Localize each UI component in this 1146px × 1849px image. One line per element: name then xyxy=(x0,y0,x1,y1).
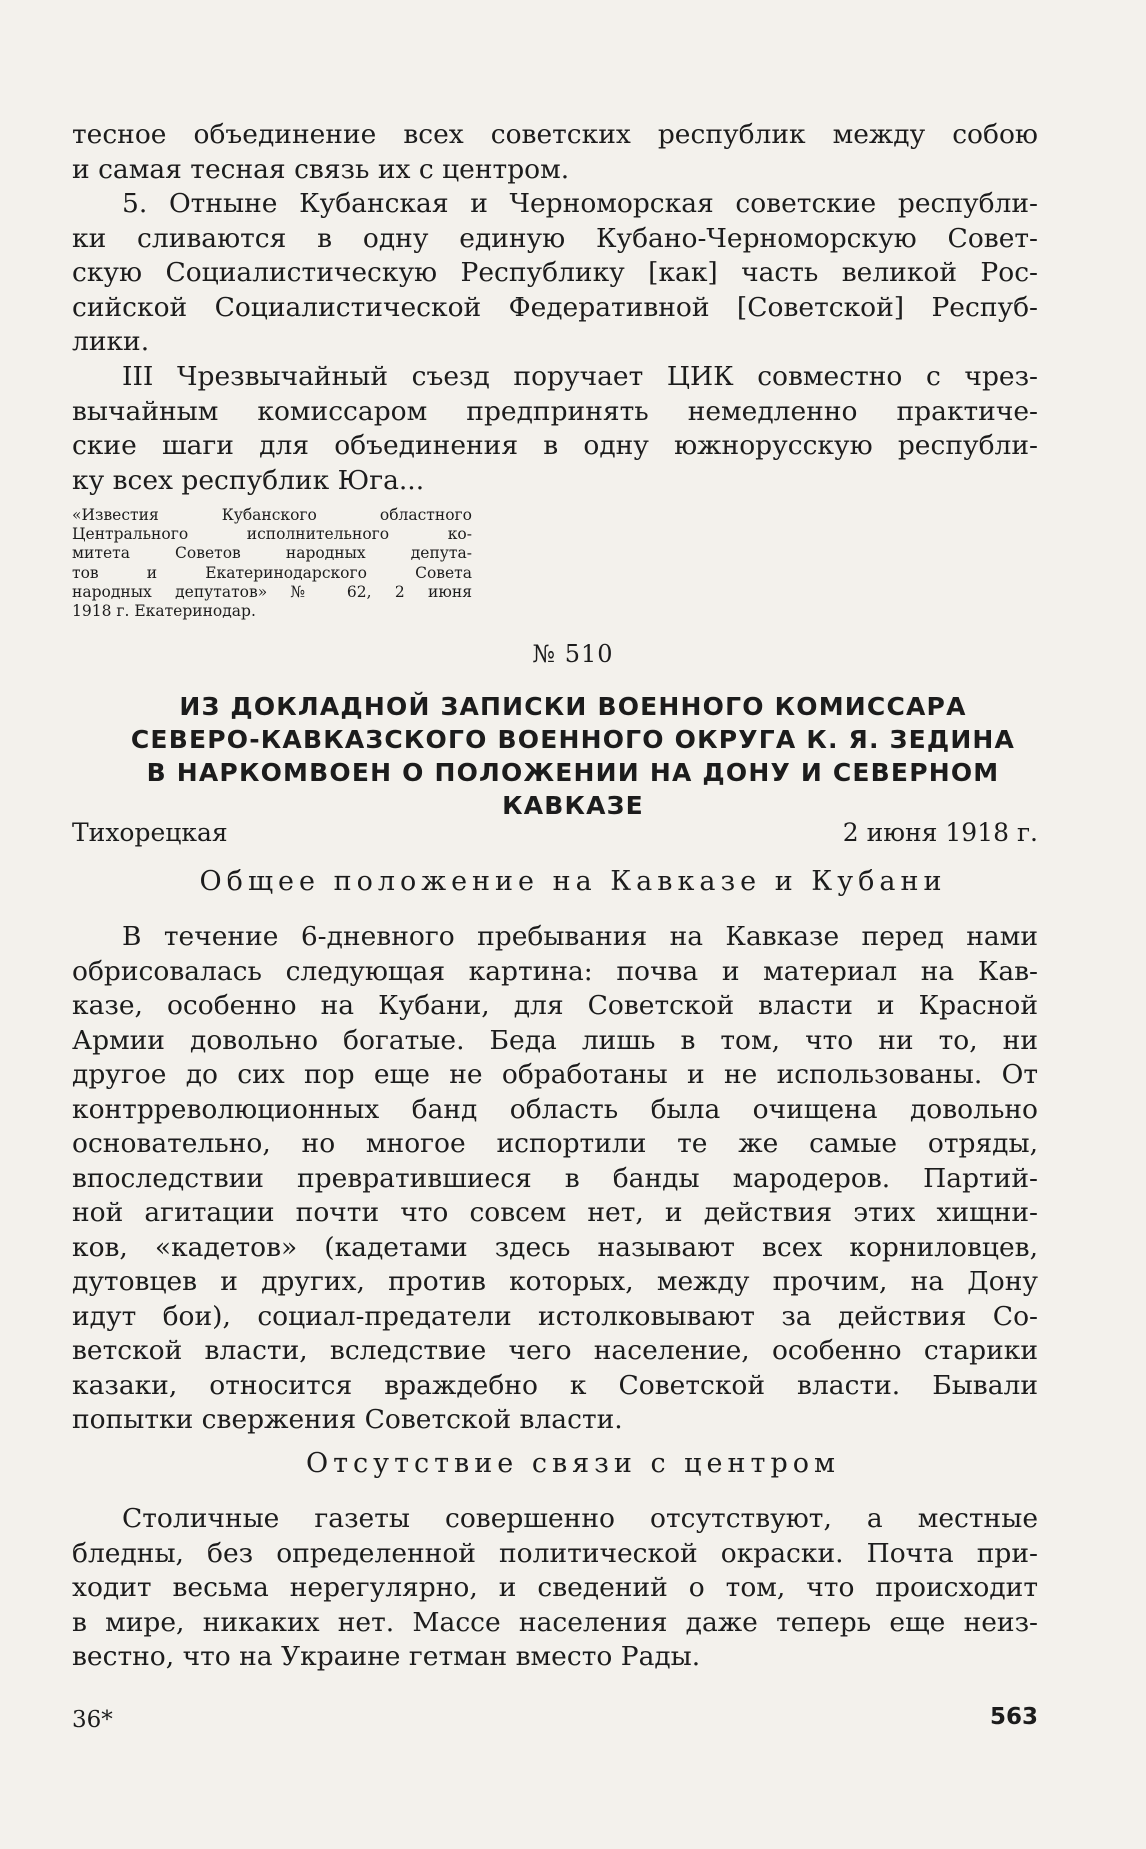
citation-line: митета Советов народных депута- xyxy=(72,544,472,563)
document-date: 2 июня 1918 г. xyxy=(842,818,1038,847)
text-line: 5. Отныне Кубанская и Черноморская советские республи- xyxy=(122,188,1038,219)
text-line: основательно, но многое испортили те же самые отряды, xyxy=(72,1128,1038,1159)
text-line: ной агитации почти что совсем нет, и действия этих хищни- xyxy=(72,1197,1038,1228)
text-line: ские шаги для объединения в одну южнорусскую республи- xyxy=(72,430,1038,461)
text-line: ку всех республик Юга... xyxy=(72,464,425,496)
text-line: сийской Социалистической Федеративной [Советской] Респуб- xyxy=(72,291,1038,323)
text-line: идут бои), социал-предатели истолковывают за действия Со- xyxy=(72,1300,1038,1332)
section-heading-general-situation: Общее положение на Кавказе и Кубани xyxy=(199,866,947,897)
title-line: ИЗ ДОКЛАДНОЙ ЗАПИСКИ ВОЕННОГО КОМИССАРА xyxy=(179,692,967,721)
continuation-paragraph xyxy=(72,118,1038,187)
text-line: В течение 6-дневного пребывания на Кавказе перед нами xyxy=(122,921,1038,952)
text-line: ков, «кадетов» (кадетами здесь называют всех корниловцев, xyxy=(72,1231,1038,1263)
text-line: другое до сих пор еще не обработаны и не использованы. От xyxy=(72,1059,1038,1090)
text-line: казаки, относится враждебно к Советской власти. Бывали xyxy=(72,1369,1038,1401)
title-line: СЕВЕРО-КАВКАЗСКОГО ВОЕННОГО ОКРУГА К. Я. ЗЕДИНА xyxy=(130,725,1016,754)
point-5-paragraph xyxy=(72,187,1038,360)
text-line: Столичные газеты совершенно отсутствуют, а местные xyxy=(122,1503,1038,1534)
text-line: ки сливаются в одну единую Кубано-Черноморскую Совет- xyxy=(72,222,1038,254)
text-line: и самая тесная связь их с центром. xyxy=(72,153,570,185)
title-line: В НАРКОМВОЕН О ПОЛОЖЕНИИ НА ДОНУ И СЕВЕРНОМ xyxy=(146,758,1000,787)
citation-line: 1918 г. Екатеринодар. xyxy=(72,602,256,621)
text-line: дутовцев и других, против которых, между прочим, на Дону xyxy=(72,1266,1038,1297)
citation-line: Центрального исполнительного ко- xyxy=(72,525,472,544)
section-1-body xyxy=(72,920,1038,1438)
text-line: ветской власти, вследствие чего население, особенно старики xyxy=(72,1335,1038,1366)
text-line: впоследствии превратившиеся в банды мародеров. Партий- xyxy=(72,1162,1038,1194)
text-line: попытки свержения Советской власти. xyxy=(72,1404,623,1435)
text-line: вестно, что на Украине гетман вместо Рады. xyxy=(72,1641,701,1672)
text-line: казе, особенно на Кубани, для Советской власти и Красной xyxy=(72,990,1038,1021)
signature-mark: 36* xyxy=(72,1707,113,1733)
text-line: III Чрезвычайный съезд поручает ЦИК совместно с чрез- xyxy=(122,361,1038,392)
congress-paragraph xyxy=(72,360,1038,498)
page-number: 563 xyxy=(989,1704,1038,1730)
document-title xyxy=(120,690,1026,822)
source-citation xyxy=(72,506,472,621)
title-line: КАВКАЗЕ xyxy=(502,791,644,820)
citation-line: «Известия Кубанского областного xyxy=(72,506,472,524)
text-line: в мире, никаких нет. Массе населения даже теперь еще неиз- xyxy=(72,1606,1038,1638)
citation-line: народных депутатов» № 62, 2 июня xyxy=(72,582,472,601)
text-line: тесное объединение всех советских республик между собою xyxy=(72,119,1038,150)
text-line: лики. xyxy=(72,326,150,357)
text-line: скую Социалистическую Республику [как] часть великой Рос- xyxy=(72,257,1038,288)
text-line: контрреволюционных банд область была очищена довольно xyxy=(72,1093,1038,1125)
text-line: вычайным комиссаром предпринять немедленно практиче- xyxy=(72,395,1038,427)
text-line: обрисовалась следующая картина: почва и материал на Кав- xyxy=(72,955,1038,987)
text-line: Армии довольно богатые. Беда лишь в том, что ни то, ни xyxy=(72,1024,1038,1056)
section-heading-no-connection: Отсутствие связи с центром xyxy=(305,1448,840,1479)
section-2-body xyxy=(72,1502,1038,1675)
text-line: бледны, без определенной политической окраски. Почта при- xyxy=(72,1537,1038,1569)
citation-line: тов и Екатеринодарского Совета xyxy=(72,563,472,582)
text-line: ходит весьма нерегулярно, и сведений о том, что происходит xyxy=(72,1572,1038,1603)
document-number: № 510 xyxy=(532,640,614,668)
document-place: Тихорецкая xyxy=(72,818,228,847)
